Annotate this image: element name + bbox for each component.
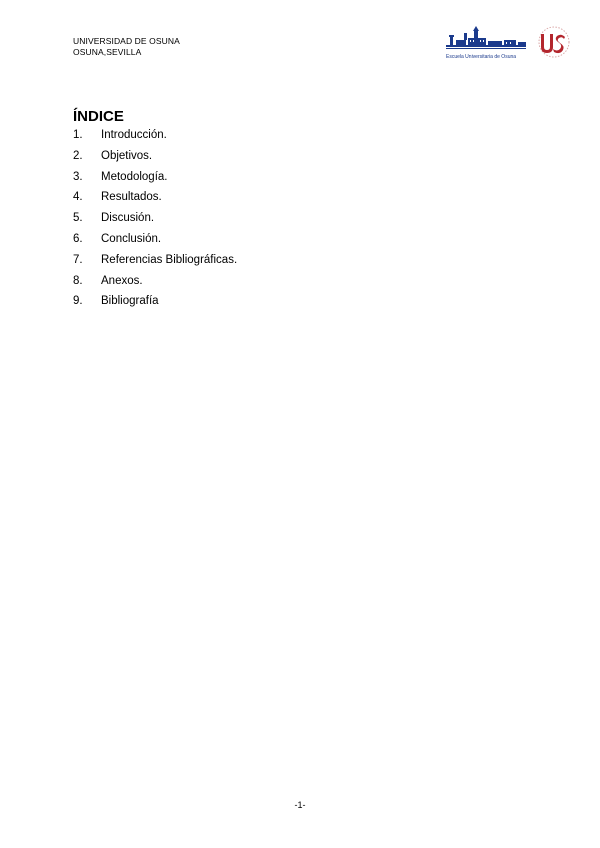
toc-item-label: Discusión. (101, 212, 155, 225)
toc-item (73, 128, 237, 149)
toc-item-label: Bibliografía (101, 295, 159, 308)
toc-item (73, 170, 237, 191)
toc-item (73, 190, 237, 211)
toc-item (73, 294, 237, 315)
toc-item (73, 253, 237, 274)
toc-item-label: Objetivos. (101, 149, 153, 162)
toc-item-label: Conclusión. (101, 232, 162, 245)
index-title: ÍNDICE (73, 108, 124, 125)
logo-caption: Escuela Universitaria de Osuna (446, 54, 517, 60)
toc-item-label: Metodología. (101, 170, 168, 183)
toc-item-number: 4. (73, 191, 83, 204)
toc-item (73, 274, 237, 295)
toc-item-number: 7. (73, 253, 83, 266)
toc-item-number: 5. (73, 212, 83, 225)
toc-item-number: 1. (73, 129, 83, 141)
toc-item-label: Anexos. (101, 274, 143, 287)
toc-item-number: 2. (73, 149, 83, 162)
page-header (73, 36, 180, 58)
toc-item-number: 9. (73, 295, 83, 308)
toc-item-label: Referencias Bibliográficas. (101, 253, 238, 266)
toc-item-number: 6. (73, 232, 83, 245)
university-location: OSUNA,SEVILLA (73, 47, 142, 57)
table-of-contents (73, 128, 237, 315)
page-number: -1- (294, 800, 306, 810)
toc-item (73, 232, 237, 253)
university-name: UNIVERSIDAD DE OSUNA (73, 36, 180, 46)
school-logo (444, 23, 574, 63)
toc-item (73, 211, 237, 232)
toc-item-number: 3. (73, 170, 83, 183)
toc-item-label: Resultados. (101, 191, 162, 204)
toc-item-number: 8. (73, 274, 83, 287)
toc-item (73, 149, 237, 170)
toc-item-label: Introducción. (101, 129, 167, 141)
